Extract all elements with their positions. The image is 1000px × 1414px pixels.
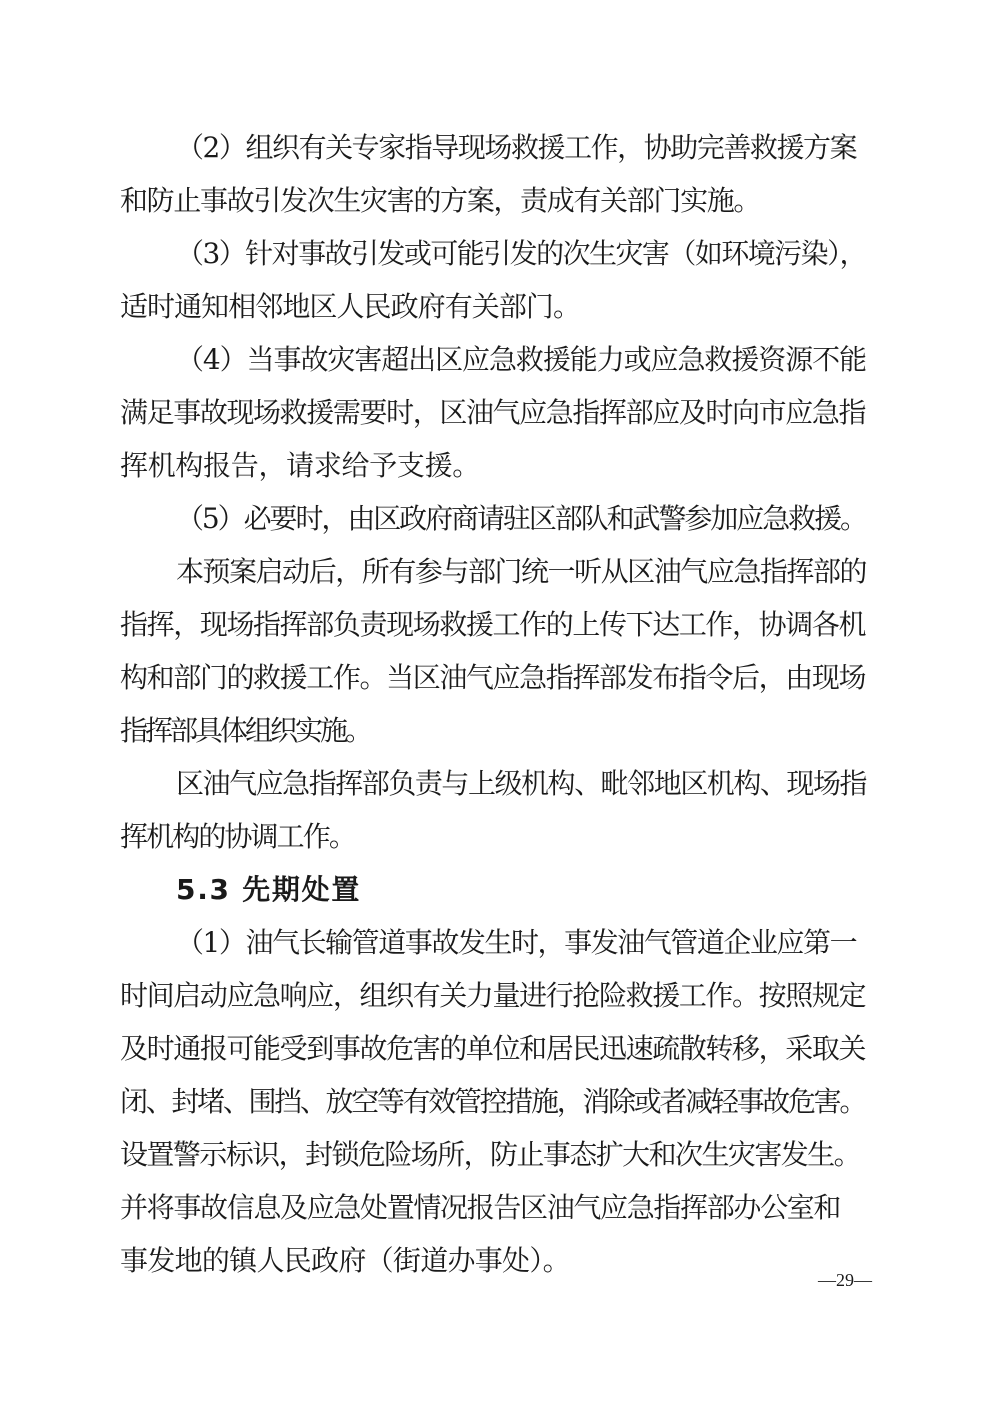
text-line [0, 972, 1000, 1020]
line-text: （5）必要时，由区政府商请驻区部队和武警参加应急救援。 [176, 502, 866, 535]
line-text: 挥机构报告，请求给予支援。 [120, 449, 480, 482]
line-text: （3）针对事故引发或可能引发的次生灾害（如环境污染）， [176, 237, 866, 270]
line-text: 事发地的镇人民政府（街道办事处）。 [120, 1244, 570, 1277]
line-text: （2）组织有关专家指导现场救援工作，协助完善救援方案 [176, 131, 857, 164]
text-line [0, 1131, 1000, 1179]
line-text: 设置警示标识，封锁危险场所，防止事态扩大和次生灾害发生。 [120, 1138, 861, 1171]
line-text: 区油气应急指挥部负责与上级机构、毗邻地区机构、现场指 [176, 767, 867, 800]
text-line [0, 442, 1000, 490]
line-text: 构和部门的救援工作。当区油气应急指挥部发布指令后，由现场 [120, 661, 866, 694]
text-line [0, 1078, 1000, 1126]
text-line [0, 548, 1000, 596]
text-line [0, 124, 1000, 172]
line-text: （1）油气长输管道事故发生时，事发油气管道企业应第一 [176, 926, 857, 959]
text-line [0, 1184, 1000, 1232]
text-line [0, 495, 1000, 543]
text-line [0, 283, 1000, 331]
section-heading-text: 5.3 先期处置 [176, 873, 362, 906]
line-text: 并将事故信息及应急处置情况报告区油气应急指挥部办公室和 [120, 1191, 841, 1224]
text-line [0, 230, 1000, 278]
text-line [0, 813, 1000, 861]
line-text: 时间启动应急响应，组织有关力量进行抢险救援工作。按照规定 [120, 979, 866, 1012]
text-line [0, 919, 1000, 967]
line-text: （4）当事故灾害超出区应急救援能力或应急救援资源不能 [176, 343, 866, 376]
text-line [0, 707, 1000, 755]
line-text: 闭、封堵、围挡、放空等有效管控措施，消除或者减轻事故危害。 [120, 1085, 866, 1118]
text-line [0, 177, 1000, 225]
page-number: —29— [818, 1270, 872, 1290]
line-text: 指挥部具体组织实施。 [120, 714, 371, 747]
section-heading [0, 866, 1000, 914]
line-text: 适时通知相邻地区人民政府有关部门。 [120, 290, 581, 323]
text-line [0, 389, 1000, 437]
line-text: 指挥，现场指挥部负责现场救援工作的上传下达工作，协调各机 [120, 608, 866, 641]
text-line [0, 601, 1000, 649]
line-text: 及时通报可能受到事故危害的单位和居民迅速疏散转移，采取关 [120, 1032, 866, 1065]
text-line [0, 336, 1000, 384]
line-text: 挥机构的协调工作。 [120, 820, 355, 853]
line-text: 满足事故现场救援需要时，区油气应急指挥部应及时向市应急指 [120, 396, 866, 429]
text-line [0, 654, 1000, 702]
line-text: 和防止事故引发次生灾害的方案，责成有关部门实施。 [120, 184, 761, 217]
text-line [0, 760, 1000, 808]
line-text: 本预案启动后，所有参与部门统一听从区油气应急指挥部的 [176, 555, 867, 588]
text-line [0, 1025, 1000, 1073]
